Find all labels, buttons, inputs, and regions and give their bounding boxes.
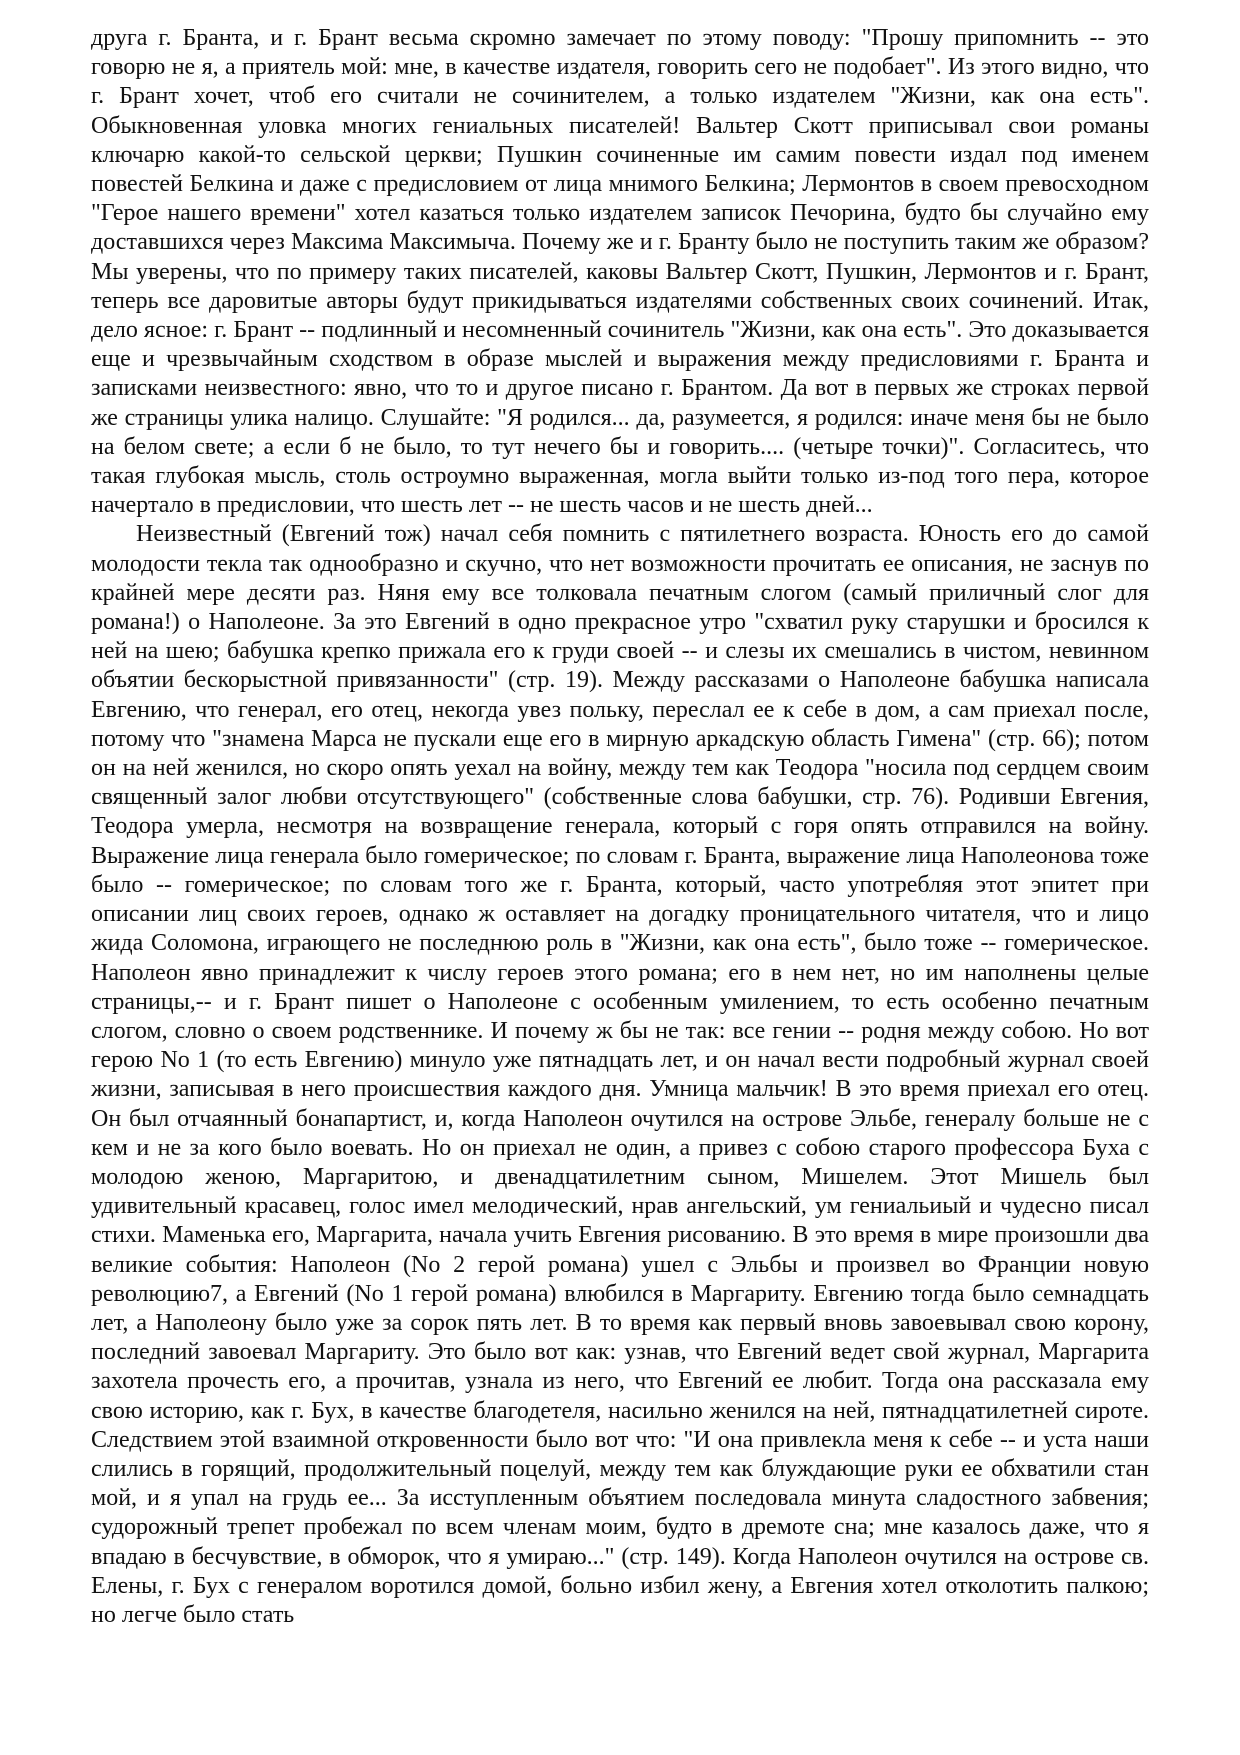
paragraph-story-summary: Неизвестный (Евгений тож) начал себя помнить с пятилетнего возраста. Юность его до самой молодости текла так однообразно и скучно, что нет возможности прочитать ее описания, не заснув по крайней мере десяти раз. Няня ему все толковала печатным слогом (самый приличный слог для романа!) о Наполеоне. За это Евгений в одно прекрасное утро "схватил руку старушки и бросился к ней на шею; бабушка крепко прижала его к груди своей -- и слезы их смешались в чистом, невинном объятии бескорыстной привязанности" (стр. 19). Между рассказами о Наполеоне бабушка написала Евгению, что генерал, его отец, некогда увез польку, переслал ее к себе в дом, а сам приехал после, потому что "знамена Марса не пускали еще его в мирную аркадскую область Гимена" (стр. 66); потом он на ней женился, но скоро опять уехал на войну, между тем как Теодора "носила под сердцем своим священный залог любви отсутствующего" (собственные слова бабушки, стр. 76). Родивши Евгения, Теодора умерла, несмотря на возвращение генерала, который с горя опять отправился на войну. Выражение лица генерала было гомерическое; по словам г. Бранта, выражение лица Наполеонова тоже было -- гомерическое; по словам того же г. Бранта, который, часто употребляя этот эпитет при описании лиц своих героев, однако ж оставляет на догадку проницательного читателя, что и лицо жида Соломона, играющего не последнюю роль в "Жизни, как она есть", было тоже -- гомерическое. Наполеон явно принадлежит к числу героев этого романа; его в нем нет, но им наполнены целые страницы,-- и г. Брант пишет о Наполеоне с особенным умилением, то есть особенно печатным слогом, словно о своем родственнике. И почему ж бы не так: все гении -- родня между собою. Но вот герою No 1 (то есть Евгению) минуло уже пятнадцать лет, и он начал вести подробный журнал своей жизни, записывая в него происшествия каждого дня. Умница мальчик! В это время приехал его отец. Он был отчаянный бонапартист, и, когда Наполеон очутился на острове Эльбе, генералу больше не с кем и не за кого было воевать. Но он приехал не один, а привез с собою старого профессора Буха с молодою женою, Маргаритою, и двенадцатилетним сыном, Мишелем. Этот Мишель был удивительный красавец, голос имел мелодический, нрав ангельский, ум гениальиый и чудесно писал стихи. Маменька его, Маргарита, начала учить Евгения рисованию. В это время в мире произошли два великие события: Наполеон (No 2 герой романа) ушел с Эльбы и произвел во Франции новую революцию7, а Евгений (No 1 герой романа) влюбился в Маргариту. Евгению тогда было семнадцать лет, а Наполеону было уже за сорок пять лет. В то время как первый вновь завоевывал свою корону, последний завоевал Маргариту. Это было вот как: узнав, что Евгений ведет свой журнал, Маргарита захотела прочесть его, а прочитав, узнала из него, что Евгений ее любит. Тогда она рассказала ему свою историю, как г. Бух, в качестве благодетеля, насильно женился на ней, пятнадцатилетней сироте. Следствием этой взаимной откровенности было вот что: "И она привлекла меня к себе -- и уста наши слились в горящий, продолжительный поцелуй, между тем как блуждающие руки ее обхватили стан мой, и я упал на грудь ее... За исступленным объятием последовала минута сладостного забвения; судорожный трепет пробежал по всем членам моим, будто в дремоте сна; мне казалось даже, что я впадаю в бесчувствие, в обморок, что я умираю..." (стр. 149). Когда Наполеон очутился на острове св. Елены, г. Бух с генералом воротился домой, больно избил жену, а Евгения хотел отколотить палкою; но легче было стать (91, 521, 1149, 1628)
document-page (91, 24, 1149, 1630)
paragraph-continuation: друга г. Бранта, и г. Брант весьма скромно замечает по этому поводу: "Прошу припомнить -- это говорю не я, а приятель мой: мне, в качестве издателя, говорить сего не подобает". Из этого видно, что г. Брант хочет, чтоб его считали не сочинителем, а только издателем "Жизни, как она есть". Обыкновенная уловка многих гениальных писателей! Вальтер Скотт приписывал свои романы ключарю какой-то сельской церкви; Пушкин сочиненные им самим повести издал под именем повестей Белкина и даже с предисловием от лица мнимого Белкина; Лермонтов в своем превосходном "Герое нашего времени" хотел казаться только издателем записок Печорина, будто бы случайно ему доставшихся через Максима Максимыча. Почему же и г. Бранту было не поступить таким же образом? Мы уверены, что по примеру таких писателей, каковы Вальтер Скотт, Пушкин, Лермонтов и г. Брант, теперь все даровитые авторы будут прикидываться издателями собственных своих сочинений. Итак, дело ясное: г. Брант -- подлинный и несомненный сочинитель "Жизни, как она есть". Это доказывается еще и чрезвычайным сходством в образе мыслей и выражения между предисловиями г. Бранта и записками неизвестного: явно, что то и другое писано г. Брантом. Да вот в первых же строках первой же страницы улика налицо. Слушайте: "Я родился... да, разумеется, я родился: иначе меня бы не было на белом свете; а если б не было, то тут нечего бы и говорить.... (четыре точки)". Согласитесь, что такая глубокая мысль, столь остроумно выраженная, могла выйти только из-под того пера, которое начертало в предисловии, что шесть лет -- не шесть часов и не шесть дней... (91, 25, 1149, 519)
